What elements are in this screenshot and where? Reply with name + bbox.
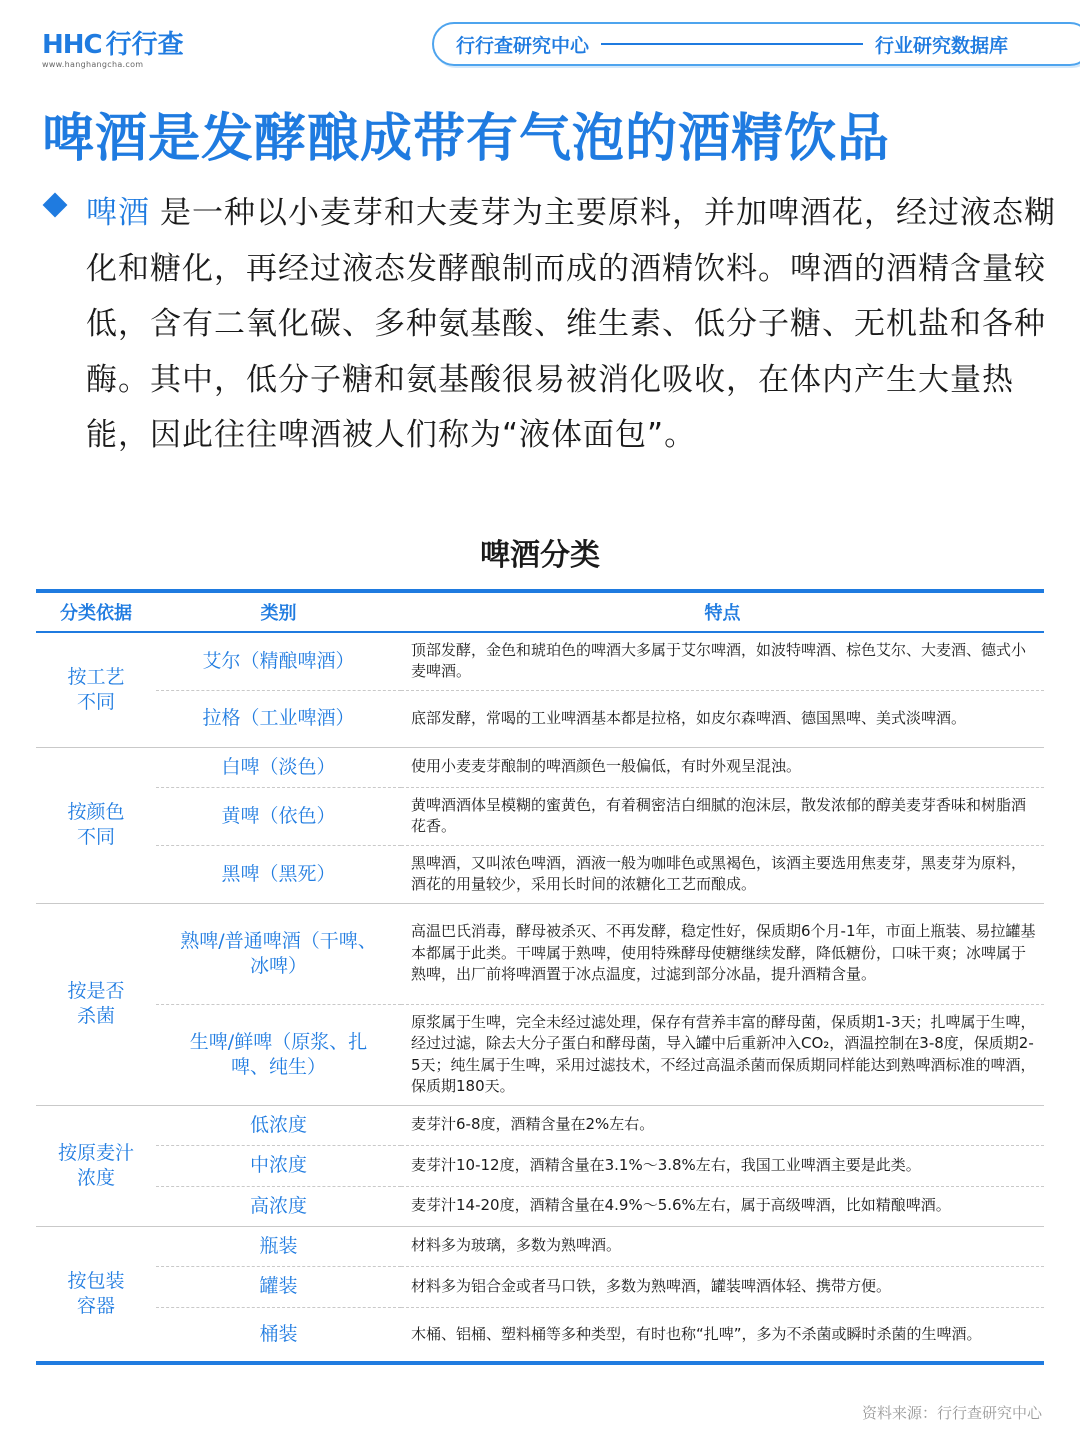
category-cell <box>156 903 401 1004</box>
table-row <box>36 1105 1044 1145</box>
category-cell: 桶装 <box>259 1322 298 1345</box>
logo-mark <box>42 30 184 60</box>
diamond-bullet-icon <box>43 193 68 218</box>
table-row <box>36 1145 1044 1186</box>
category-cell: 黄啤（依色） <box>156 787 401 845</box>
table-row <box>36 690 1044 747</box>
feature-cell: 麦芽汁14-20度，酒精含量在4.9%～5.6%左右，属于高级啤酒，比如精酿啤酒。 <box>401 1186 1044 1226</box>
basis-cell <box>36 747 156 903</box>
table-row <box>36 1186 1044 1226</box>
source-note: 资料来源：行行查研究中心 <box>861 1404 1042 1422</box>
beer-classification-table <box>36 589 1044 1365</box>
brand-logo <box>42 30 184 69</box>
header-basis: 分类依据 <box>36 591 156 632</box>
intro-paragraph <box>44 186 1064 464</box>
category-cell: 低浓度 <box>156 1105 401 1145</box>
feature-cell: 顶部发酵，金色和琥珀色的啤酒大多属于艾尔啤酒，如波特啤酒、棕色艾尔、大麦酒、德式小麦啤酒。 <box>401 632 1044 690</box>
feature-cell: 高温巴氏消毒，酵母被杀灭、不再发酵，稳定性好，保质期6个月-1年，市面上瓶装、易拉罐基本都属于此类。干啤属于熟啤，使用特殊酵母使糖继续发酵，降低糖份，口味干爽；冰啤属于熟啤，出厂前将啤酒置于冰点温度，过滤到部分冰晶，提升酒精含量。 <box>401 903 1044 1004</box>
feature-cell: 木桶、铝桶、塑料桶等多种类型，有时也称“扎啤”，多为不杀菌或瞬时杀菌的生啤酒。 <box>411 1324 982 1343</box>
intro-keyword: 啤酒 <box>86 195 150 231</box>
table-title: 啤酒分类 <box>480 538 600 573</box>
category-cell: 黑啤（黑死） <box>156 845 401 903</box>
category-text: 生啤/鲜啤（原浆、扎啤、纯生） <box>189 1030 368 1078</box>
table-row <box>36 903 1044 1004</box>
feature-cell: 黄啤酒酒体呈模糊的蜜黄色，有着稠密洁白细腻的泡沫层，散发浓郁的醇美麦芽香味和树脂酒花香。 <box>401 787 1044 845</box>
intro-text <box>86 186 1064 464</box>
basis-cell <box>36 1105 156 1226</box>
category-cell: 高浓度 <box>156 1186 401 1226</box>
table-row <box>36 1307 1044 1363</box>
feature-cell: 黑啤酒，又叫浓色啤酒，酒液一般为咖啡色或黑褐色，该酒主要选用焦麦芽，黑麦芽为原料，酒花的用量较少，采用长时间的浓糖化工艺而酿成。 <box>401 845 1044 903</box>
table-row <box>36 845 1044 903</box>
category-cell: 白啤（淡色） <box>156 747 401 787</box>
page-title: 啤酒是发酵酿成带有气泡的酒精饮品 <box>42 109 891 169</box>
table-row <box>36 787 1044 845</box>
feature-cell: 麦芽汁10-12度，酒精含量在3.1%～3.8%左右，我国工业啤酒主要是此类。 <box>401 1145 1044 1186</box>
table-header-row <box>36 591 1044 632</box>
basis-text: 按原麦汁浓度 <box>57 1141 134 1189</box>
table-row <box>36 1004 1044 1105</box>
table-row <box>36 632 1044 690</box>
header-right-label: 行业研究数据库 <box>875 34 1009 57</box>
basis-text: 按包装容器 <box>67 1269 125 1317</box>
basis-cell <box>36 903 156 1105</box>
feature-cell: 材料多为玻璃，多数为熟啤酒。 <box>401 1226 1044 1266</box>
logo-text: HHC <box>42 30 102 60</box>
basis-text: 按是否杀菌 <box>67 980 125 1027</box>
feature-cell: 麦芽汁6-8度，酒精含量在2%左右。 <box>401 1105 1044 1145</box>
header-left-label: 行行查研究中心 <box>456 34 590 57</box>
intro-body: 是一种以小麦芽和大麦芽为主要原料，并加啤酒花，经过液态糊化和糖化，再经过液态发酵酿制而成的酒精饮料。啤酒的酒精含量较低，含有二氧化碳、多种氨基酸、维生素、低分子糖、无机盐和各种酶。其中，低分子糖和氨基酸很易被消化吸收，在体内产生大量热能，因此往往啤酒被人们称为“液体面包”。 <box>86 195 1056 453</box>
logo-url: www.hanghangcha.com <box>42 60 144 69</box>
header-divider <box>601 43 863 45</box>
feature-cell: 使用小麦麦芽酿制的啤酒颜色一般偏低，有时外观呈混浊。 <box>401 747 1044 787</box>
category-cell: 中浓度 <box>156 1145 401 1186</box>
table-row <box>36 747 1044 787</box>
feature-cell: 材料多为铝合金或者马口铁，多数为熟啤酒，罐装啤酒体轻、携带方便。 <box>401 1266 1044 1307</box>
header-features: 特点 <box>401 591 1044 632</box>
basis-cell <box>36 632 156 747</box>
category-cell: 拉格（工业啤酒） <box>156 690 401 747</box>
header-category: 类别 <box>156 591 401 632</box>
basis-text: 按颜色不同 <box>67 801 125 848</box>
feature-cell: 底部发酵，常喝的工业啤酒基本都是拉格，如皮尔森啤酒、德国黑啤、美式淡啤酒。 <box>401 690 1044 747</box>
category-text: 熟啤/普通啤酒（干啤、冰啤） <box>180 929 377 977</box>
basis-cell <box>36 1226 156 1363</box>
table-row <box>36 1226 1044 1266</box>
basis-text: 按工艺不同 <box>67 665 125 713</box>
category-cell: 瓶装 <box>156 1226 401 1266</box>
feature-cell: 原浆属于生啤，完全未经过滤处理，保存有营养丰富的酵母菌，保质期1-3天；扎啤属于生啤，经过过滤，除去大分子蛋白和酵母菌，导入罐中后重新冲入CO₂，酒温控制在3-8度，保质期2-5天；纯生属于生啤，采用过滤技术，不经过高温杀菌而保质期同样能达到熟啤酒标准的啤酒，保质期180天。 <box>401 1004 1044 1105</box>
category-cell: 罐装 <box>156 1266 401 1307</box>
header-pill <box>432 22 1080 66</box>
category-cell: 艾尔（精酿啤酒） <box>156 632 401 690</box>
table-row <box>36 1266 1044 1307</box>
logo-cn: 行行查 <box>105 30 184 60</box>
category-cell <box>156 1004 401 1105</box>
